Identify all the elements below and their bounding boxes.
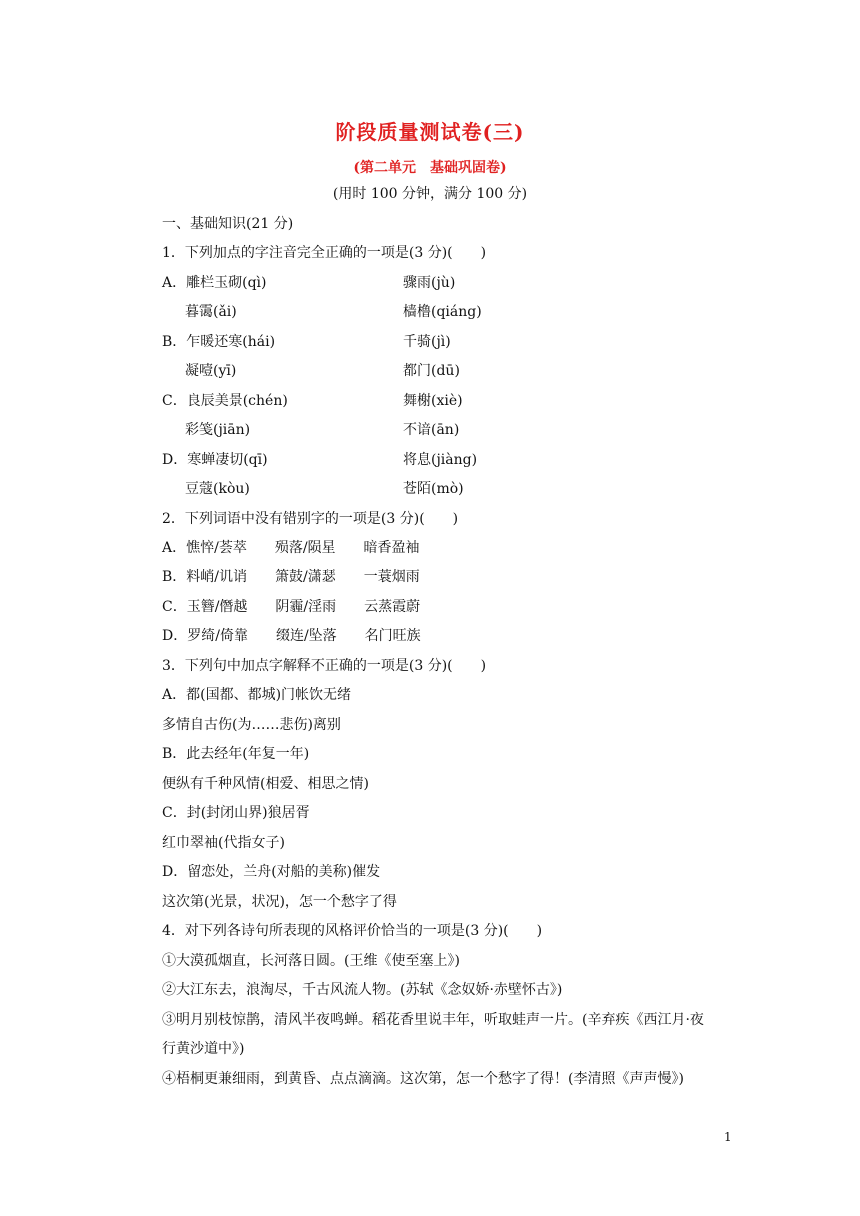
q2-option-a: A．憔悴/荟萃 殒落/陨星 暗香盈袖: [162, 540, 420, 556]
q4-poem-4: ④梧桐更兼细雨，到黄昏、点点滴滴。这次第，怎一个愁字了得！(李清照《声声慢》): [162, 1071, 684, 1087]
section-heading: 一、基础知识(21 分): [162, 216, 294, 232]
q3-option-d2: 这次第(光景，状况)，怎一个愁字了得: [162, 894, 397, 910]
q1-option-d4: 苍陌(mò): [403, 481, 464, 497]
q1-option-d3: 豆蔻(kòu): [185, 481, 250, 497]
q1-option-d1: D．寒蝉凄切(qī): [162, 452, 268, 468]
q3-option-b2: 便纵有千种风情(相爱、相思之情): [162, 776, 369, 792]
q1-option-a4: 樯橹(qiáng): [403, 304, 482, 320]
q1-option-c2: 舞榭(xiè): [403, 393, 463, 409]
q3-option-a2: 多情自古伤(为……悲伤)离别: [162, 717, 341, 733]
q2-option-d: D．罗绮/倚靠 缀连/坠落 名门旺族: [162, 628, 421, 644]
q1-option-c3: 彩笺(jiān): [185, 422, 251, 438]
q3-option-c2: 红巾翠袖(代指女子): [162, 835, 285, 851]
question-3-stem: 3．下列句中加点字解释不正确的一项是(3 分)( ): [162, 658, 487, 674]
q1-option-a2: 骤雨(jù): [403, 275, 456, 291]
time-note: (用时 100 分钟，满分 100 分): [332, 186, 528, 202]
q4-poem-3b: 行黄沙道中》): [162, 1041, 245, 1057]
page-subtitle: (第二单元 基础巩固卷): [353, 160, 507, 176]
q4-poem-3a: ③明月别枝惊鹊，清风半夜鸣蝉。稻花香里说丰年，听取蛙声一片。(辛弃疾《西江月·夜: [162, 1012, 704, 1028]
question-1-stem: 1．下列加点的字注音完全正确的一项是(3 分)( ): [162, 245, 487, 261]
page-number: 1: [724, 1130, 732, 1144]
q1-option-b1: B．乍暖还寒(hái): [162, 334, 276, 350]
q1-option-a3: 暮霭(ǎi): [185, 304, 237, 320]
question-4-stem: 4．对下列各诗句所表现的风格评价恰当的一项是(3 分)( ): [162, 923, 543, 939]
page-title: 阶段质量测试卷(三): [335, 120, 525, 144]
q1-option-c4: 不谙(ān): [403, 422, 460, 438]
q1-option-b4: 都门(dū): [403, 363, 460, 379]
q3-option-a1: A．都(国都、都城)门帐饮无绪: [162, 687, 352, 703]
q1-option-b2: 千骑(jì): [403, 334, 451, 350]
q2-option-b: B．料峭/讥诮 箫鼓/潇瑟 一蓑烟雨: [162, 569, 420, 585]
q3-option-b1: B．此去经年(年复一年): [162, 746, 310, 762]
q1-option-d2: 将息(jiàng): [403, 452, 478, 468]
question-2-stem: 2．下列词语中没有错别字的一项是(3 分)( ): [162, 511, 459, 527]
q4-poem-1: ①大漠孤烟直，长河落日圆。(王维《使至塞上》): [162, 953, 460, 969]
q4-poem-2: ②大江东去，浪淘尽，千古风流人物。(苏轼《念奴娇·赤壁怀古》): [162, 982, 563, 998]
q1-option-a1: A．雕栏玉砌(qì): [162, 275, 267, 291]
q3-option-d1: D．留恋处，兰舟(对船的美称)催发: [162, 864, 381, 880]
q3-option-c1: C．封(封闭山界)狼居胥: [162, 805, 310, 821]
q1-option-c1: C．良辰美景(chén): [162, 393, 288, 409]
q2-option-c: C．玉簪/僭越 阴霾/淫雨 云蒸霞蔚: [162, 599, 421, 615]
q1-option-b3: 凝噎(yī): [185, 363, 237, 379]
